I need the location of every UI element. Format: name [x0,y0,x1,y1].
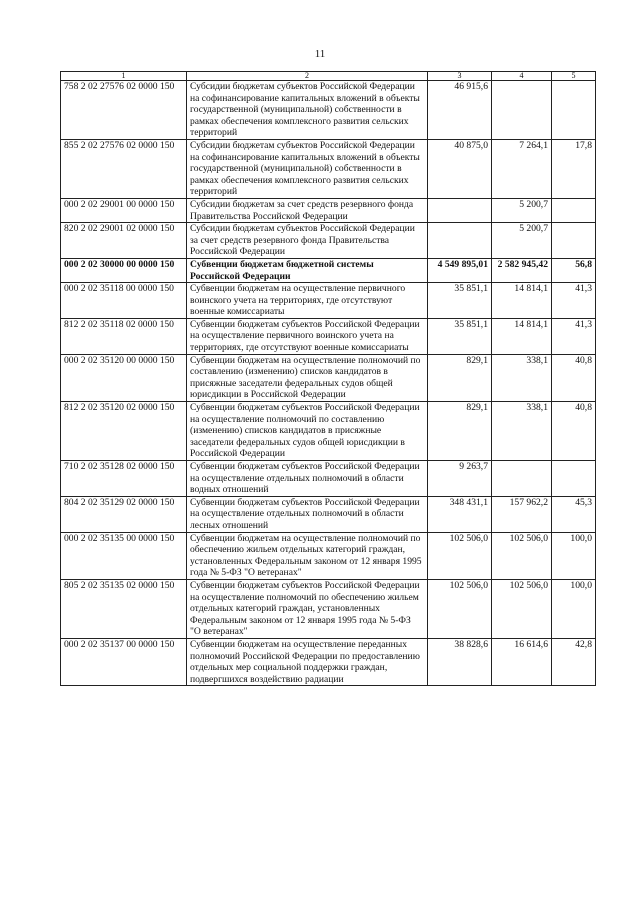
table-row [61,139,596,198]
actual-cell: 102 506,0 [492,579,552,638]
code-cell: 758 2 02 27576 02 0000 150 [61,81,187,140]
name-cell: Субвенции бюджетам субъектов Российской Федерации на осуществление первичного воинского учета на территориях, где отсутствуют военные комиссариаты [187,318,428,354]
name-cell: Субвенции бюджетам субъектов Российской Федерации на осуществление отдельных полномочий в области водных отношений [187,461,428,497]
page-number: 11 [314,48,326,60]
table-row [61,198,596,222]
plan-cell [428,223,492,259]
code-cell: 812 2 02 35120 02 0000 150 [61,402,187,461]
actual-cell [492,461,552,497]
table-row [61,354,596,401]
percent-cell: 56,8 [552,258,596,282]
plan-cell: 38 828,6 [428,638,492,685]
plan-cell: 102 506,0 [428,532,492,579]
plan-cell: 102 506,0 [428,579,492,638]
percent-cell [552,461,596,497]
actual-cell: 157 962,2 [492,496,552,532]
code-cell: 710 2 02 35128 02 0000 150 [61,461,187,497]
percent-cell [552,81,596,140]
actual-cell: 2 582 945,42 [492,258,552,282]
code-cell: 000 2 02 29001 00 0000 150 [61,198,187,222]
plan-cell: 4 549 895,01 [428,258,492,282]
percent-cell: 45,3 [552,496,596,532]
column-header: 3 [428,72,492,81]
percent-cell: 42,8 [552,638,596,685]
percent-cell: 41,3 [552,283,596,319]
table-row [61,258,596,282]
plan-cell: 40 875,0 [428,139,492,198]
actual-cell: 5 200,7 [492,198,552,222]
name-cell: Субвенции бюджетам субъектов Российской Федерации на осуществление полномочий по составлению (изменению) списков кандидатов в присяжные заседатели федеральных судов общей юрисдикции в Российской Федерации [187,402,428,461]
percent-cell: 40,8 [552,402,596,461]
column-header: 2 [187,72,428,81]
name-cell: Субвенции бюджетам субъектов Российской Федерации на осуществление отдельных полномочий в области лесных отношений [187,496,428,532]
column-header: 1 [61,72,187,81]
name-cell: Субсидии бюджетам за счет средств резервного фонда Правительства Российской Федерации [187,198,428,222]
name-cell: Субвенции бюджетам на осуществление первичного воинского учета на территориях, где отсутствуют военные комиссариаты [187,283,428,319]
actual-cell: 14 814,1 [492,318,552,354]
code-cell: 000 2 02 35118 00 0000 150 [61,283,187,319]
actual-cell: 338,1 [492,354,552,401]
plan-cell: 9 263,7 [428,461,492,497]
table-row [61,223,596,259]
plan-cell: 46 915,6 [428,81,492,140]
actual-cell: 5 200,7 [492,223,552,259]
plan-cell: 829,1 [428,354,492,401]
code-cell: 855 2 02 27576 02 0000 150 [61,139,187,198]
table-row [61,402,596,461]
actual-cell: 7 264,1 [492,139,552,198]
code-cell: 805 2 02 35135 02 0000 150 [61,579,187,638]
percent-cell [552,198,596,222]
percent-cell: 100,0 [552,579,596,638]
percent-cell: 100,0 [552,532,596,579]
column-header: 4 [492,72,552,81]
code-cell: 804 2 02 35129 02 0000 150 [61,496,187,532]
code-cell: 000 2 02 35120 00 0000 150 [61,354,187,401]
percent-cell: 17,8 [552,139,596,198]
table-row [61,461,596,497]
code-cell: 812 2 02 35118 02 0000 150 [61,318,187,354]
name-cell: Субсидии бюджетам субъектов Российской Федерации за счет средств резервного фонда Правительства Российской Федерации [187,223,428,259]
table-row [61,318,596,354]
table-row [61,81,596,140]
actual-cell: 14 814,1 [492,283,552,319]
percent-cell [552,223,596,259]
plan-cell: 829,1 [428,402,492,461]
name-cell: Субсидии бюджетам субъектов Российской Федерации на софинансирование капитальных вложений в объекты государственной (муниципальной) собственности в рамках обеспечения комплексного развития сельских территорий [187,81,428,140]
plan-cell: 35 851,1 [428,283,492,319]
actual-cell: 102 506,0 [492,532,552,579]
plan-cell: 348 431,1 [428,496,492,532]
actual-cell: 16 614,6 [492,638,552,685]
actual-cell: 338,1 [492,402,552,461]
table-row [61,579,596,638]
table-row [61,496,596,532]
plan-cell: 35 851,1 [428,318,492,354]
name-cell: Субвенции бюджетам на осуществление полномочий по обеспечению жильем отдельных категорий граждан, установленных Федеральным законом от 12 января 1995 года № 5-ФЗ "О ветеранах" [187,532,428,579]
code-cell: 000 2 02 35137 00 0000 150 [61,638,187,685]
code-cell: 000 2 02 30000 00 0000 150 [61,258,187,282]
actual-cell [492,81,552,140]
table-row [61,532,596,579]
table-row [61,283,596,319]
code-cell: 000 2 02 35135 00 0000 150 [61,532,187,579]
name-cell: Субвенции бюджетам бюджетной системы Российской Федерации [187,258,428,282]
percent-cell: 41,3 [552,318,596,354]
name-cell: Субвенции бюджетам на осуществление полномочий по составлению (изменению) списков кандидатов в присяжные заседатели федеральных судов общей юрисдикции в Российской Федерации [187,354,428,401]
plan-cell [428,198,492,222]
column-number-row [61,72,596,81]
table-body [61,81,596,686]
percent-cell: 40,8 [552,354,596,401]
code-cell: 820 2 02 29001 02 0000 150 [61,223,187,259]
table-row [61,638,596,685]
name-cell: Субсидии бюджетам субъектов Российской Федерации на софинансирование капитальных вложений в объекты государственной (муниципальной) собственности в рамках обеспечения комплексного развития сельских территорий [187,139,428,198]
name-cell: Субвенции бюджетам на осуществление переданных полномочий Российской Федерации по предоставлению отдельных мер социальной поддержки граждан, подвергшихся воздействию радиации [187,638,428,685]
budget-table [60,71,596,686]
column-header: 5 [552,72,596,81]
name-cell: Субвенции бюджетам субъектов Российской Федерации на осуществление полномочий по обеспечению жильем отдельных категорий граждан, установленных Федеральным законом от 12 января 1995 года № 5-ФЗ "О ветеранах" [187,579,428,638]
